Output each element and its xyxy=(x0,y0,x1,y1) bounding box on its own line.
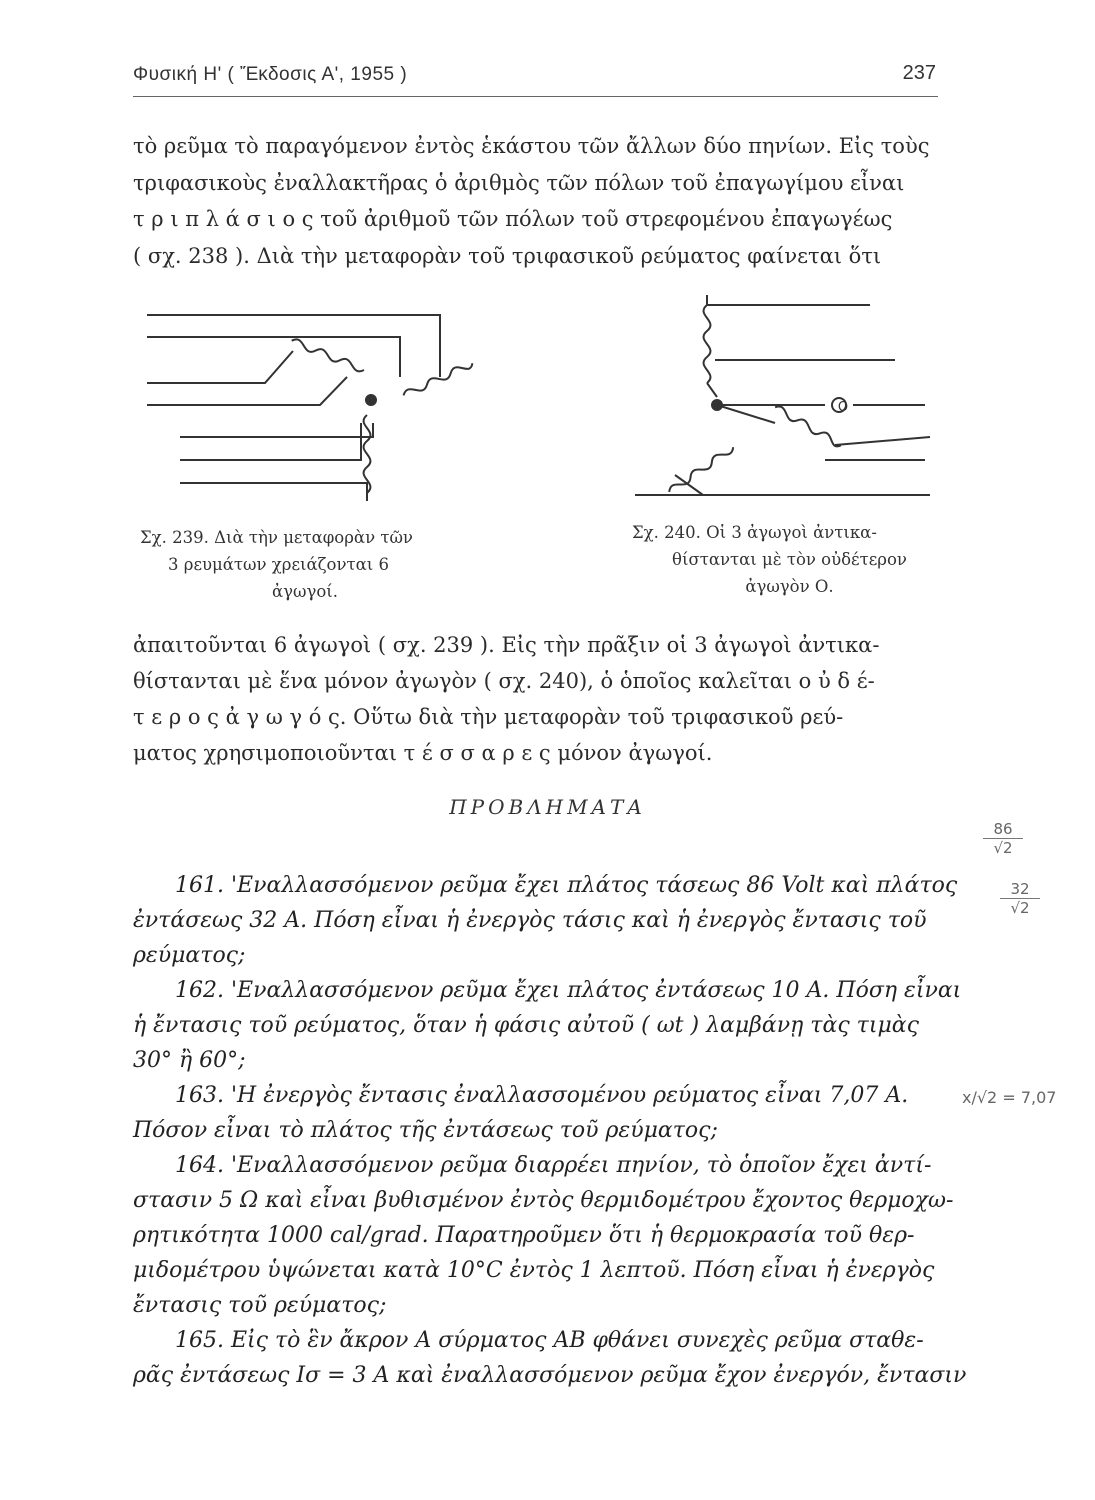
note-numerator: 32 xyxy=(1010,880,1030,898)
fig240-diagram xyxy=(635,295,930,495)
conductor-line xyxy=(180,423,373,437)
problem-line: 30° ἢ 60°; xyxy=(133,1048,246,1073)
conductor-line xyxy=(147,315,440,377)
text-line: ( σχ. 238 ). Διὰ τὴν μεταφορὰν τοῦ τριφασικοῦ ρεύματος φαίνεται ὅτι xyxy=(133,243,882,268)
text-line: τὸ ρεῦμα τὸ παραγόμενον ἐντὸς ἑκάστου τῶν ἄλλων δύο πηνίων. Εἰς τοὺς xyxy=(133,134,930,158)
coil xyxy=(402,360,474,398)
fig239-diagram xyxy=(147,315,474,501)
problem-line: ἐντάσεως 32 Α. Πόση εἶναι ἡ ἐνεργὸς τάσις καὶ ἡ ἐνεργὸς ἔντασις τοῦ xyxy=(133,908,927,933)
conductor-line xyxy=(147,377,347,405)
figures-239-240 xyxy=(135,285,935,520)
conductor-line xyxy=(180,483,367,501)
coil xyxy=(667,444,735,494)
coil xyxy=(290,338,365,374)
page-header xyxy=(133,60,938,97)
caption-line: ἀγωγοί. xyxy=(272,582,338,601)
text-line: ματος χρησιμοποιοῦνται τ έ σ σ α ρ ε ς μόνον ἀγωγοί. xyxy=(133,741,713,765)
problem-line: 161. 'Εναλλασσόμενον ρεῦμα ἔχει πλάτος τάσεως 86 Volt καὶ πλάτος xyxy=(175,873,958,898)
caption-line: 3 ρευμάτων χρειάζονται 6 xyxy=(168,555,389,574)
text-line: θίστανται μὲ ἕνα μόνον ἀγωγὸν ( σχ. 240), ὁ ὁποῖος καλεῖται ο ὐ δ έ- xyxy=(133,669,875,693)
caption-fig239 xyxy=(140,524,470,605)
text-line: ἀπαιτοῦνται 6 ἀγωγοὶ ( σχ. 239 ). Εἰς τὴν πρᾶξιν οἱ 3 ἀγωγοὶ ἀντικα- xyxy=(133,633,880,657)
note-denominator: √2 xyxy=(983,838,1023,857)
intro-paragraph xyxy=(133,128,943,274)
caption-fig240 xyxy=(632,519,947,600)
margin-note-86 xyxy=(983,820,1023,857)
coil xyxy=(364,415,371,493)
problem-line: στασιν 5 Ω καὶ εἶναι βυθισμένον ἐντὸς θερμιδομέτρου ἔχοντος θερμοχω- xyxy=(133,1188,954,1213)
text-line: τριφασικοὺς ἐναλλακτῆρας ὁ ἀριθμὸς τῶν πόλων τοῦ ἐπαγωγίμου εἶναι xyxy=(133,170,905,195)
problem-line: ἡ ἔντασις τοῦ ρεύματος, ὅταν ἡ φάσις αὐτοῦ ( ωt ) λαμβάνῃ τὰς τιμὰς xyxy=(133,1013,919,1038)
coil xyxy=(773,404,842,448)
caption-line: Σχ. 239. Διὰ τὴν μεταφορὰν τῶν xyxy=(140,528,413,547)
problem-line: ρεύματος; xyxy=(133,943,246,968)
problem-line: 163. 'Η ἐνεργὸς ἔντασις ἐναλλασσομένου ρεύματος εἶναι 7,07 Α. xyxy=(175,1083,909,1108)
problem-line: μιδομέτρου ὑψώνεται κατὰ 10°C ἐντὸς 1 λεπτοῦ. Πόση εἶναι ἡ ἐνεργὸς xyxy=(133,1258,935,1283)
conductor-line xyxy=(717,405,775,423)
problem-line: 164. 'Εναλλασσόμενον ρεῦμα διαρρέει πηνίον, τὸ ὁποῖον ἔχει ἀντί- xyxy=(175,1153,932,1178)
problem-line: ἔντασις τοῦ ρεύματος; xyxy=(133,1293,387,1318)
text-line: τ ρ ι π λ ά σ ι ο ς τοῦ ἀριθμοῦ τῶν πόλων τοῦ στρεφομένου ἐπαγωγέως xyxy=(133,207,893,231)
margin-note-32 xyxy=(1000,880,1040,917)
page-number: 237 xyxy=(902,62,936,84)
second-paragraph xyxy=(133,627,943,771)
conductor-line xyxy=(180,423,361,460)
problem-line: Πόσον εἶναι τὸ πλάτος τῆς ἐντάσεως τοῦ ρεύματος; xyxy=(133,1118,718,1143)
problem-line: 162. 'Εναλλασσόμενον ρεῦμα ἔχει πλάτος ἐντάσεως 10 Α. Πόση εἶναι xyxy=(175,978,962,1003)
caption-line: θίστανται μὲ τὸν οὐδέτερον xyxy=(672,550,907,569)
text-line: τ ε ρ ο ς ἀ γ ω γ ό ς. Οὕτω διὰ τὴν μεταφορὰν τοῦ τριφασικοῦ ρεύ- xyxy=(133,705,844,729)
margin-note-x: x/√2 = 7,07 xyxy=(962,1088,1057,1107)
conductor-line xyxy=(707,383,717,397)
problem-line: ρητικότητα 1000 cal/grad. Παρατηροῦμεν ὅτι ἡ θερμοκρασία τοῦ θερ- xyxy=(133,1223,915,1248)
center-node xyxy=(366,395,376,405)
problem-line: ρᾶς ἐντάσεως Iσ = 3 Α καὶ ἐναλλασσόμενον ρεῦμα ἔχον ἐνεργόν, ἔντασιν xyxy=(133,1363,967,1388)
caption-line: Σχ. 240. Οἱ 3 ἀγωγοὶ ἀντικα- xyxy=(632,523,877,542)
note-numerator: 86 xyxy=(993,820,1013,838)
conductor-line xyxy=(707,295,870,305)
neutral-label: O xyxy=(837,400,849,415)
section-title: ΠΡΟΒΛΗΜΑΤΑ xyxy=(449,795,646,819)
problems-list xyxy=(133,868,967,1393)
caption-line: ἀγωγὸν Ο. xyxy=(745,577,834,596)
problem-line: 165. Εἰς τὸ ἓν ἄκρον Α σύρματος ΑΒ φθάνει συνεχὲς ρεῦμα σταθε- xyxy=(175,1328,924,1353)
conductor-line xyxy=(835,437,930,445)
coil xyxy=(704,305,711,383)
conductor-line xyxy=(147,351,293,383)
running-title: Φυσική Η' ( Ἔκδοσις Α', 1955 ) xyxy=(133,64,408,85)
note-denominator: √2 xyxy=(1000,898,1040,917)
